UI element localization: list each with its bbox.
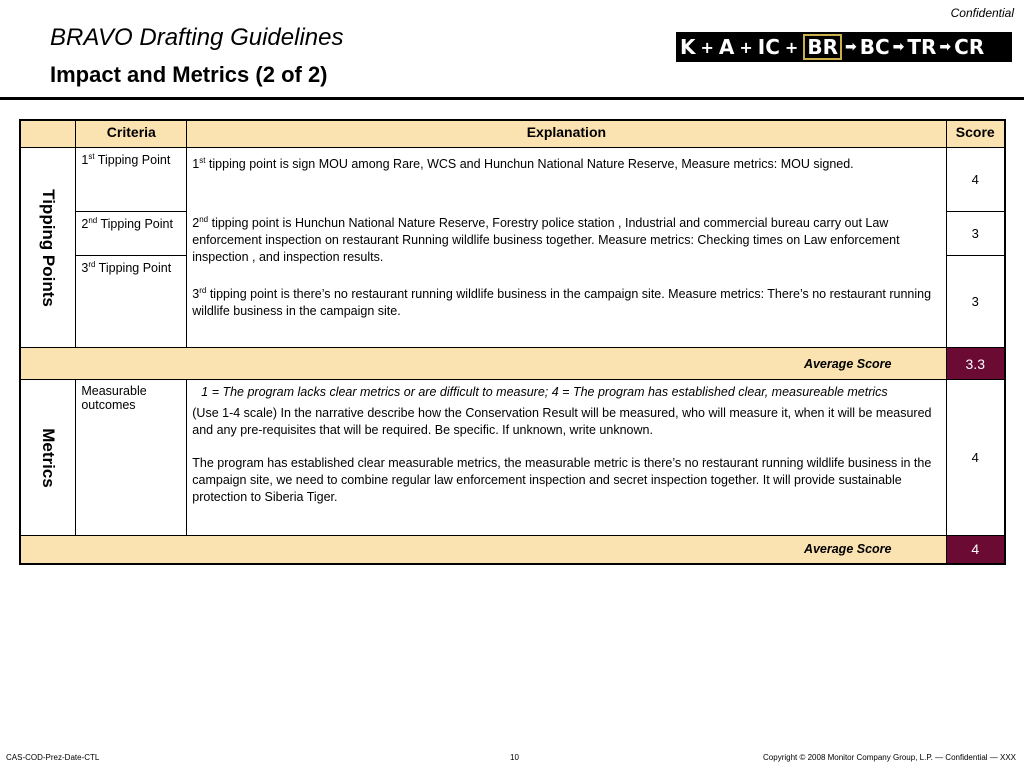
table-row: [20, 380, 1005, 536]
tipping-point-1-text: 1st tipping point is sign MOU among Rare, WCS and Hunchun National Nature Reserve, Measure metrics: MOU signed.: [192, 156, 854, 172]
tipping-point-3-text: 3rd tipping point is there’s no restaurant running wildlife business in the campaign site. Measure metrics: There’s no restaurant running wildlife business in the campaign site.: [192, 286, 932, 319]
logo-plus: +: [739, 37, 753, 57]
score-cell: 3: [946, 212, 1005, 256]
header-blank: [20, 120, 76, 148]
metrics-scale-text: 1 = The program lacks clear metrics or are difficult to measure; 4 = The program has established clear, measureable metrics: [201, 385, 888, 399]
metrics-instructions-text: (Use 1-4 scale) In the narrative describe how the Conservation Result will be measured, who will measure it, when it will be measured and any pre-requisites that will be required. Be specific. If unknown, write unknown.: [192, 406, 932, 437]
criteria-cell: 2nd Tipping Point: [76, 212, 187, 256]
logo-tr: TR: [907, 35, 937, 59]
score-cell: 4: [946, 148, 1005, 212]
arrow-right-icon: ➡: [939, 39, 952, 55]
title-divider: [0, 97, 1024, 100]
average-score-label: Average Score: [20, 348, 946, 380]
impact-metrics-table: [19, 119, 1006, 565]
tipping-explanation-cell: [187, 148, 946, 348]
confidential-label: Confidential: [950, 6, 1014, 20]
arrow-right-icon: ➡: [892, 39, 905, 55]
logo-cr: CR: [954, 35, 985, 59]
average-score-row: [20, 536, 1005, 564]
table-row: [20, 148, 1005, 212]
table-header-row: [20, 120, 1005, 148]
section-label-text: Metrics: [39, 427, 59, 488]
logo-bc: BC: [859, 35, 890, 59]
arrow-right-icon: ➡: [844, 39, 857, 55]
logo-k: K: [680, 35, 696, 59]
criteria-cell: 3rd Tipping Point: [76, 256, 187, 348]
tipping-point-2-text: 2nd tipping point is Hunchun National Nature Reserve, Forestry police station , Industrial and commercial bureau carry out Law enforcement inspection on restaurant Running wildlife business together. Measure metrics: Checking times on Law enforcement inspection , and inspection results.: [192, 215, 900, 265]
score-cell: 3: [946, 256, 1005, 348]
logo-plus: +: [784, 37, 799, 57]
metrics-explanation-cell: [187, 380, 946, 536]
logo-plus: +: [700, 37, 714, 57]
average-score-row: [20, 348, 1005, 380]
metrics-section-label: [20, 380, 76, 536]
section-label-text: Tipping Points: [39, 188, 59, 307]
tipping-points-section-label: [20, 148, 76, 348]
footer-copyright: Copyright © 2008 Monitor Company Group, L.P. — Confidential — XXX: [763, 753, 1016, 762]
header-explanation: Explanation: [187, 120, 946, 148]
logo-br-highlighted: BR: [803, 34, 842, 60]
criteria-cell: Measurable outcomes: [76, 380, 187, 536]
average-score-value: 3.3: [946, 348, 1005, 380]
header-criteria: Criteria: [76, 120, 187, 148]
score-cell: 4: [946, 380, 1005, 536]
process-logo: [676, 32, 1012, 62]
average-score-value: 4: [946, 536, 1005, 564]
footer-page-number: 10: [510, 753, 519, 762]
criteria-cell: 1st Tipping Point: [76, 148, 187, 212]
header-score: Score: [946, 120, 1005, 148]
page-title: Impact and Metrics (2 of 2): [50, 62, 328, 87]
page-supertitle: BRAVO Drafting Guidelines: [50, 24, 344, 51]
average-score-label: Average Score: [20, 536, 946, 564]
metrics-answer-text: The program has established clear measurable metrics, the measurable metric is there’s no restaurant running wildlife business in the campaign site, we need to combine regular law enforcement inspection and secret inspection together. It will provide sustainable protection to Siberia Tiger.: [192, 456, 932, 504]
logo-a: A: [718, 35, 735, 59]
logo-ic: IC: [757, 35, 780, 59]
footer-document-code: CAS-COD-Prez-Date-CTL: [6, 753, 100, 762]
